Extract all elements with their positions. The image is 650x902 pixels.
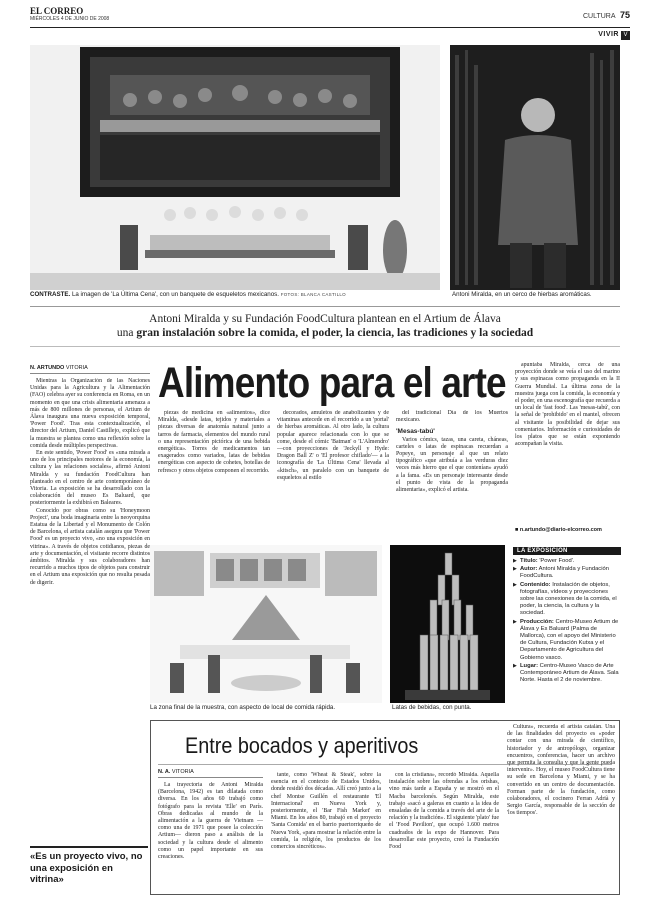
sidebar-column-4 [507, 724, 615, 892]
cans-photo-caption: Latas de bebidas, con punta. [392, 704, 472, 711]
author-email[interactable]: ■ n.artundo@diario-elcorreo.com [515, 527, 602, 533]
last-supper-photo [30, 45, 440, 290]
caption-text: La imagen de 'La Última Cena', con un banquete de esqueletos mexicanos. [70, 291, 279, 298]
sidebar-article-headline: Entre bocados y aperitivos [185, 733, 419, 758]
fast-food-room-photo [150, 545, 382, 703]
byline-place: VITORIA [64, 365, 88, 371]
article-byline [30, 365, 150, 374]
page-header-left [30, 6, 109, 22]
page-number: 75 [619, 10, 630, 20]
newspaper-masthead: EL CORREO [30, 6, 84, 16]
article-paragraph: En este sentido, 'Power Food' es «una mirada a uno de los principales motores de la economía, la cultura y las relaciones sociales», afirmó Antoni Miralda y su fundación FoodCultura han planteado en el centro de arte contemporáneo de Vitoria. La exposición se ha desarrollado con la colaboración del museo Es Baluard, que posteriormente la exhibirá en Baleares. [30, 450, 150, 507]
page-header-right [583, 5, 630, 41]
article-paragraph: piezas de medicina en «alimentos», dice Miralda, «desde latas, tejidos y materiales a piezas diversas de anatomía natural junto a tarros de farmacia, elementos del mundo rural o una representación pictórica de una bebida energética». Torres de medicamentos tan exagerados como variados, latas de bebidas energéticas con aspecto de cohetes, botellas de refresco y otros objetos componen el recorrido. [158, 410, 270, 474]
article-column-4 [396, 410, 508, 538]
article-paragraph: Cultura», recuerda el artista catalán. Una de las finalidades del proyecto es «poder contar con una mirada de científico, historiador y de antropólogo, organizar encuentros, conferencias, hacer un archivo que permita la consulta y que la gente pueda intervenir». Hoy, el museo FoodCultura tiene su sede en Barcelona y Miami, y se ha convertido en un centro de documentación. Forman parte de la fundación, como colaboradores, el cocinero Ferran Adrià y Sergio García, responsable de la sección de 'los tiempos'. [507, 724, 615, 817]
miralda-portrait-image [450, 45, 620, 290]
pull-quote-text: «Es un proyecto vivo, no una exposición en vitrina» [30, 851, 143, 885]
miralda-portrait-photo [450, 45, 620, 290]
info-item-author: ▶ Autor: Antoni Miralda y Fundación FoodCultura. [513, 566, 621, 580]
subheading-line-2-pre: una [116, 327, 137, 339]
subsection-badge: V [621, 31, 630, 40]
caption-rule [30, 306, 620, 307]
subsection-label: VIVIR [598, 31, 619, 38]
main-photo-caption [30, 291, 440, 299]
drink-cans-photo [390, 545, 505, 703]
mid-photo-caption: La zona final de la muestra, con aspecto de local de comida rápida. [150, 704, 336, 711]
subhead-rule [30, 346, 620, 347]
info-box-list [513, 555, 621, 684]
article-paragraph: Conocido por obras como su 'Honeymoon Project', una boda imaginaria entre la neoyorquina Estatua de la Libertad y el Monumento de Colón de Barcelona, el artista catalán asegura que 'Power Food' es un proyecto vivo, «no una exposición en vitrina». A través de objetos cotidianos, piezas de arte y documentación, el visitante recorre distintos ámbitos. Miralda y sus colaboradores han recurrido a muchos tipos de objetos para construir en el Artium una exposición que no resulta pesada de digerir. [30, 507, 150, 586]
sidebar-column-1 [158, 782, 263, 892]
info-box-title: LA EXPOSICIÓN [513, 547, 621, 555]
sidebar-column-2 [271, 772, 381, 892]
drink-cans-image [390, 545, 505, 703]
caption-label: CONTRASTE. [30, 291, 71, 298]
article-paragraph: Mientras la Organización de las Naciones Unidas para la Agricultura y la Alimentación (FAO) celebra ayer su conferencia en Roma, en un momento en que una crisis alimentaria amenaza a más de 800 millones de personas, el Artium de Álava inaugura una nueva exposición temporal, 'Power Food'. Tras esta contextualización, el director del Artium, Daniel Castillejo, explicó que la muestra se plantea como una reflexión sobre la comida desde múltiples perspectivas. [30, 378, 150, 449]
section-subhead: 'Mesas-tabú' [396, 428, 435, 436]
exhibition-info-box [513, 547, 621, 685]
fast-food-room-image [150, 545, 382, 703]
article-paragraph: apuntaba Miralda, cerca de una proyección donde se veía el uso del marino y sus espinacas como propaganda en la II Guerra Mundial. La última zona de la muestra juega con la comida, la economía y el poder, en una escenografía que recuerda a un local de 'fast food'. Las 'mesas-tabú', con la señal de 'prohibido' en el mantel, ofrecen al visitante la posibilidad de dejar sus comentarios. Información e curiosidades de los platos que se están exponiendo acompañan la visita. [515, 362, 620, 448]
info-item-production: ▶ Producción: Centro-Museo Artium de Álava y Es Baluard (Palma de Mallorca), con el apoyo del Ministerio de Cultura, Fundación Kutxa y el Departamento de Agricultura del Gobierno vasco. [513, 619, 621, 662]
article-paragraph: decorados, amuletos de anabolizantes y de vitaminas antecede en el recorrido a un 'portal' de hierbas aromáticas. Al otro lado, la cultura popular aparece relacionada con lo que se come, desde el cómic 'Batman' o 'L'Almendro' —con proyecciones de 'Jeckyll y Hyde: Dragon Ball Z' o 'El profesor chiflado'— a la iconografía de 'La Última Cena' llevada al «kitsch», un paralelo con un banquete de esqueletos al estilo [277, 410, 389, 481]
sidebar-column-3 [389, 772, 499, 892]
article-column-3 [277, 410, 389, 538]
sidebar-byline-place: VITORIA [170, 769, 194, 775]
subheading-line-2-bold: gran instalación sobre la comida, el poder, la ciencia, las tradiciones y la sociedad [136, 327, 534, 339]
info-item-title: ▶ Título: 'Power Food'. [513, 558, 621, 565]
side-photo-caption: Antoni Miralda, en un cerco de hierbas aromáticas. [452, 291, 592, 298]
section-label: CULTURA [582, 13, 616, 20]
sidebar-byline [158, 769, 263, 778]
header-rule [30, 27, 630, 28]
article-paragraph: tante, como 'Wheat & Steak', sobre la esencia en el contexto de Estados Unidos, donde residió dos décadas. Allí creó junto a la chef Montse Guillén el restaurante 'El Internacional' en Nueva York y, posteriormente, el 'Bar Fish Market' en Miami. En los años 80, trabajó en el proyecto 'Santa Comida' en el barrio puertorriqueño de Nueva York, «para mostrar la relación entre la comida, la religión, los productos de los comercios sincréticos». [271, 772, 381, 851]
subheading-line-1: Antoni Miralda y su Fundación FoodCultura plantean en el Artium de Álava [149, 313, 501, 325]
article-paragraph: La trayectoria de Antoni Miralda (Barcelona, 1942) es tan dilatada como diversa. En los años 60 trabajó como fotógrafo para la revista 'Elle' en París. Obras dedicadas al mundo de la alimentación a la guerra de Vietnam —como una de 1971 que posee la colección Artium— dieron paso a análisis de la sociedad y la cultura desde el alimento como un papel importante en sus creaciones. [158, 782, 263, 861]
pull-quote [30, 846, 148, 886]
article-column-5 [515, 362, 620, 526]
article-subheading [30, 312, 620, 340]
byline-author: N. ARTUNDO [30, 365, 65, 371]
sidebar-byline-author: N. A. [158, 769, 171, 775]
article-column-1 [30, 378, 150, 838]
info-item-content: ▶ Contenido: Instalación de objetos, fotografías, vídeos y proyecciones sobre las conexiones de la comida, el poder, la ciencia, la cultura y la sociedad. [513, 582, 621, 618]
last-supper-image [30, 45, 440, 290]
photo-credit: FOTOS: BLANCA CASTILLO [280, 292, 346, 297]
article-headline: Alimento para el arte [158, 359, 506, 407]
article-column-2 [158, 410, 270, 538]
page-date: MIÉRCOLES 4 DE JUNIO DE 2008 [30, 16, 110, 22]
info-item-location: ▶ Lugar: Centro-Museo Vasco de Arte Contemporáneo Artium de Álava. Sala Norte. Hasta el 2 de noviembre. [513, 663, 621, 685]
article-paragraph: del tradicional Día de los Muertos mexicano. [396, 410, 508, 424]
article-paragraph: Varios cómics, tazas, una careta, cháneas, carteles o latas de espinacas recuerdan a Popeye, un personaje al que un relato tipográfico «que atribuía a las verduras diez veces más hierro que el que contenían» ayudó a la fama. «Es un personaje interesante desde el punto de vista de la propaganda alimentaria», explicó el artista. [396, 436, 508, 494]
article-paragraph: con la cristiana», recordó Miralda. Aquella instalación sobre las ofrendas a los orishas, vino más tarde a España y se mostró en el Macba barcelonés. Según Miralda, este trabajo «sacó a galeras en cuanto a la idea de ensaladas de la comida a través del arte de la relación y la tradición». El siguiente 'plato' fue el 'Food Pavilion', que ocupó 1.600 metros cuadrados de la expo de Hannover. Para desarrollar este proyecto, creó la Fundación Food [389, 772, 499, 851]
